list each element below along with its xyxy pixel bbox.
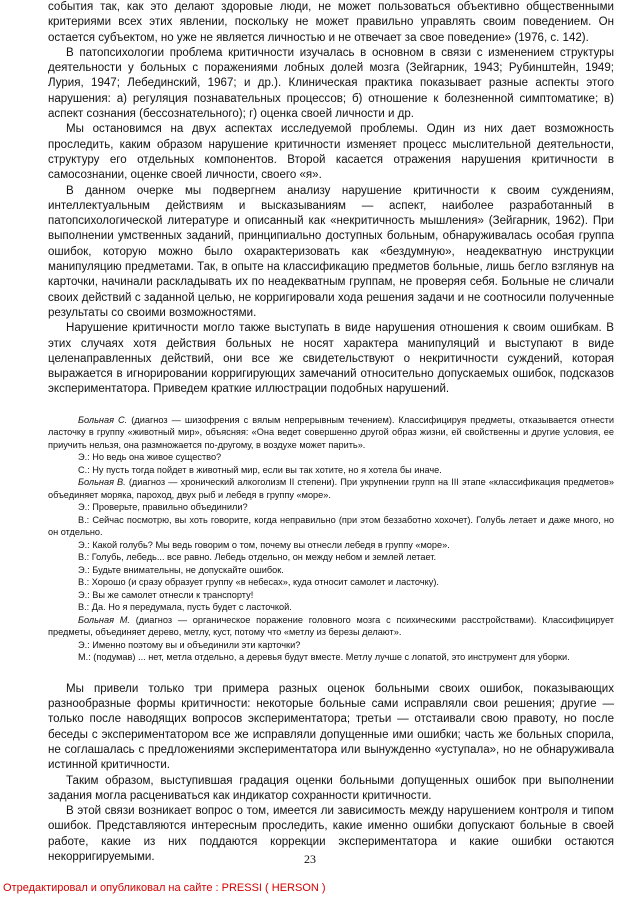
patient-label: Больная В. — [78, 477, 126, 488]
publisher-footer: Отредактировал и опубликовал на сайте : PRESSI ( HERSON ) — [3, 882, 326, 894]
dialogue-line — [48, 601, 614, 614]
dialogue-text: Э.: Какой голубь? Мы ведь говорим о том, почему вы отнесли лебедя в группу «море». — [78, 539, 450, 550]
dialogue-text: М.: (подумав) ... нет, метла отдельно, а деревья будут вместе. Метлу лучше с лопатой, это инструмент для уборки. — [78, 652, 570, 663]
body-text-top — [48, 0, 614, 398]
dialogue-text: (диагноз — шизофрения с вялым непрерывным течением). Классифицируя предметы, отказывается отнести ласточку в группу «животный мир», объясняя: «Она ведет совершенно другой образ жизни, ей свойственны и другие условия, ее приучить нельзя, она размножается по-другому, в воздухе может парить». — [48, 414, 614, 450]
dialogue-line — [48, 414, 614, 452]
dialogue-line — [48, 589, 614, 602]
dialogue-text: (диагноз — хронический алкоголизм II степени). При укрупнении групп на III этапе «классификация предметов» объединяет моряка, пароход, двух рыб и лебедя в группу «море». — [48, 477, 614, 500]
dialogue-text: Э.: Именно поэтому вы и объединили эти карточки? — [78, 639, 301, 650]
case-examples — [48, 414, 614, 664]
paragraph: Мы остановимся на двух аспектах исследуемой проблемы. Один из них дает возможность проследить, каким образом нарушение критичности изменяет процесс мыслительной деятельности, структуру его отдельных компонентов. Второй касается отражения нарушения критичности в самосознании, оценке своей личности, своего «я». — [48, 123, 614, 182]
paragraph: Нарушение критичности могло также выступать в виде нарушения отношения к своим ошибкам. В этих случаях хотя действия больных не носят характера манипуляций и выступают в виде целенаправленных действий, они все же свидетельствуют о некритичности суждений, которая выражается в игнорировании корригирующих замечаний относительно допускаемых ошибок, подсказов экспериментатора. Приведем краткие иллюстрации подобных нарушений. — [48, 322, 614, 396]
document-page — [48, 0, 614, 865]
patient-label: Больная М. — [78, 614, 130, 625]
page-number: 23 — [304, 852, 316, 866]
dialogue-text: В.: Да. Но я передумала, пусть будет с ласточкой. — [78, 602, 292, 613]
dialogue-line — [48, 551, 614, 564]
dialogue-text: С.: Ну пусть тогда пойдет в животный мир, если вы так хотите, но я хотела бы иначе. — [78, 464, 442, 475]
dialogue-text: Э.: Проверьте, правильно объединили? — [78, 502, 248, 513]
dialogue-line — [48, 564, 614, 577]
dialogue-line — [48, 651, 614, 664]
paragraph: В этой связи возникает вопрос о том, имеется ли зависимость между нарушением контроля и типом ошибок. Представляются интересным проследить, какие именно ошибки допускают больные в своей работе, какие из них поддаются коррекции экспериментатора и какие ошибки остаются некорригируемыми. — [48, 805, 614, 863]
paragraph: В данном очерке мы подвергнем анализу нарушение критичности к своим суждениям, интеллектуальным действиям и высказываниям — аспект, наиболее разработанный в патопсихологической литературе и описанный как «некритичность мышления» (Зейгарник, 1962). При выполнении умственных заданий, принципиально доступных больным, обнаруживалась особая группа ошибок, которую можно было охарактеризовать как «бездумную», неадекватную инструкции манипуляцию предметами. Так, в опыте на классификацию предметов больные, лишь бегло взглянув на карточки, начинали раскладывать их по неадекватным группам, не проверяя себя. Больные не сличали своих действий с заданной целью, не корригировали хода решения задачи и не соотносили полученные результаты со своими возможностями. — [48, 184, 614, 319]
patient-label: Больная С. — [78, 414, 128, 425]
dialogue-line — [48, 539, 614, 552]
paragraph: Мы привели только три примера разных оценок больными своих ошибок, показывающих разнообразные формы критичности: некоторые больные сами исправляли свои решения; другие — только после наводящих вопросов экспериментатора; третьи — отстаивали свою правоту, но после беседы с экспериментатором все же исправляли допущенные ими ошибки; часть же больных спорила, не соглашалась с предложениями экспериментатора или вынужденно «уступала», но не обнаруживала истинной критичности. — [48, 682, 614, 772]
paragraph: В патопсихологии проблема критичности изучалась в основном в связи с изменением структуры деятельности у больных с поражениями лобных долей мозга (Зейгарник, 1943; Рубинштейн, 1949; Лурия, 1947; Лебединский, 1967; и др.). Клиническая практика показывает разные аспекты этого нарушения: а) регуляция познавательных процессов; б) отношение к болезненной симптоматике; в) аспект сознания (бессознательного); г) оценка своей личности и др. — [48, 46, 614, 121]
dialogue-line — [48, 464, 614, 477]
dialogue-line — [48, 576, 614, 589]
dialogue-line — [48, 476, 614, 501]
dialogue-text: (диагноз — органическое поражение головного мозга с психическими расстройствами). Классифицирует предметы, объединяет дерево, метлу, куст, потому что «метлу из березы делают». — [48, 614, 614, 638]
dialogue-line — [48, 451, 614, 464]
dialogue-text: Э.: Но ведь она живое существо? — [78, 452, 222, 463]
body-text-bottom — [48, 682, 614, 866]
dialogue-line — [48, 501, 614, 514]
paragraph: события так, как это делают здоровые люди, не может пользоваться объективно общественными критериями всех этих явлении, поскольку не может правильно управлять своим поведением. Он остается субъектом, но уже не является личностью и не отвечает за свое поведение» (1976, с. 142). — [48, 1, 614, 44]
dialogue-text: Э.: Будьте внимательны, не допускайте ошибок. — [78, 564, 284, 575]
dialogue-line — [48, 614, 614, 639]
dialogue-text: В.: Голубь, лебедь... все равно. Лебедь отдельно, он между небом и землей летает. — [78, 552, 437, 563]
dialogue-text: В.: Сейчас посмотрю, вы хоть говорите, когда неправильно (при этом беззаботно хохочет). Голубь летает и даже много, но он отдельно. — [48, 514, 614, 538]
dialogue-text: Э.: Вы же самолет отнесли к транспорту! — [78, 589, 254, 600]
dialogue-line — [48, 514, 614, 539]
paragraph: Таким образом, выступившая градация оценки больными допущенных ошибок при выполнении задания могла расцениваться как индикатор сохранности критичности. — [48, 774, 614, 802]
dialogue-line — [48, 639, 614, 652]
dialogue-text: В.: Хорошо (и сразу образует группу «в небесах», куда относит самолет и ласточку). — [78, 577, 439, 588]
